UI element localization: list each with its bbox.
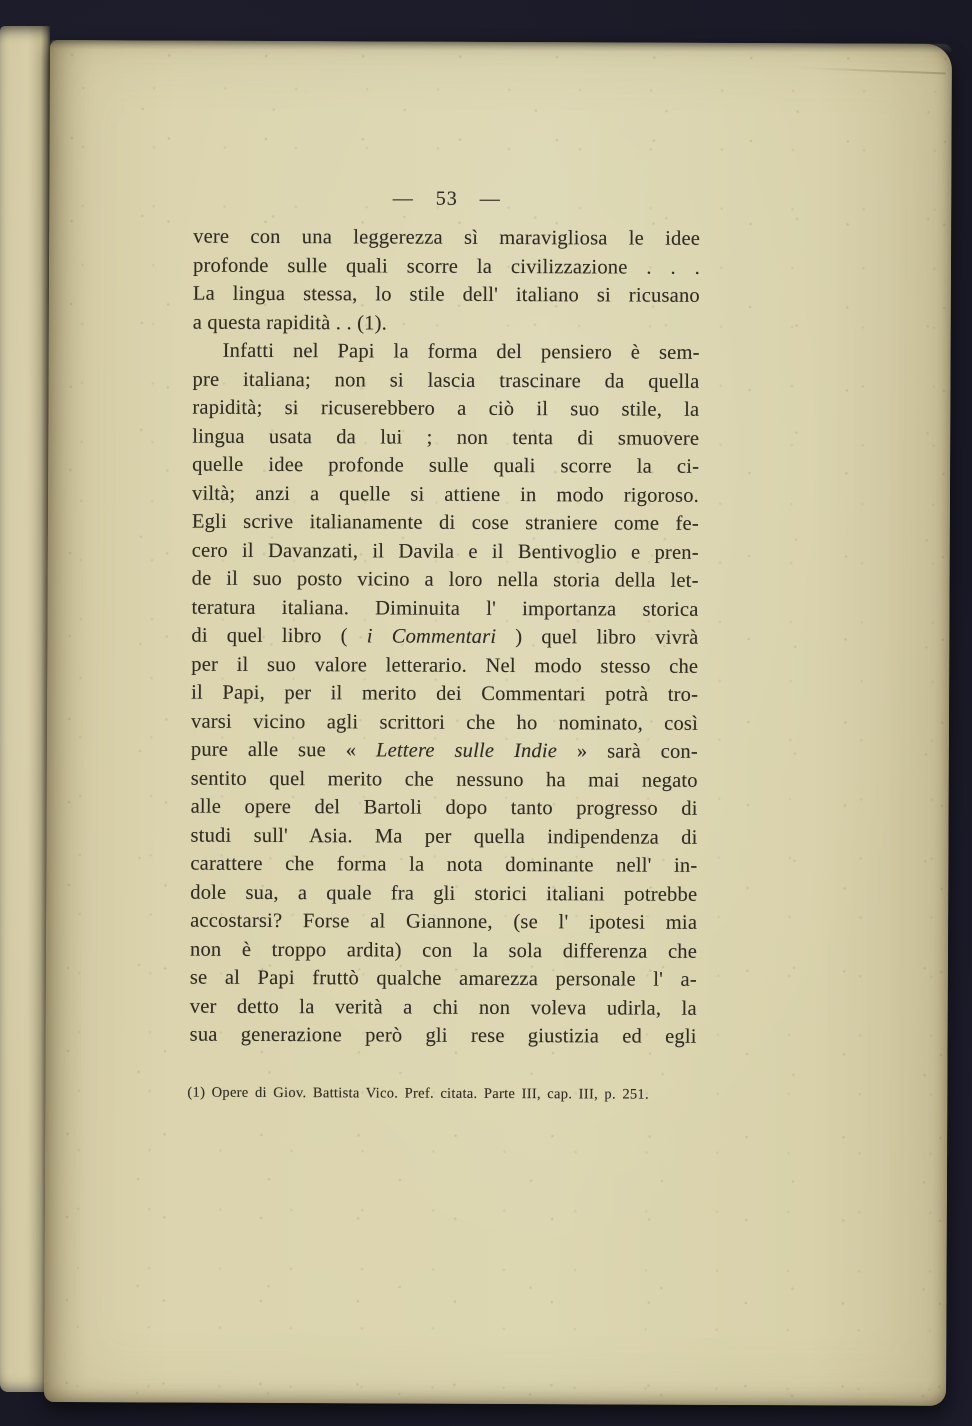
text-line [191,679,698,710]
text-line [190,992,697,1023]
body-text [190,223,701,1052]
text-line [190,1021,697,1052]
text-line [192,565,699,596]
text-segment: ) quel libro vivrà [496,625,699,649]
italic-title: i Commentari [366,625,497,648]
text-line [190,878,697,909]
text-segment: di quel libro ( [191,624,367,648]
book-page [44,40,952,1406]
italic-title: Lettere sulle Indie [375,739,558,763]
footnote: (1) Opere di Giov. Battista Vico. Pref. citata. Parte III, cap. III, p. 251. [187,1084,649,1103]
text-segment: a questa rapidità . . (1). [192,311,388,334]
text-line [193,223,700,254]
text-segment: per il suo valore letterario. Nel modo stesso che [191,653,699,678]
text-line [193,280,700,311]
text-segment: de il suo posto vicino a loro nella storia della let- [191,567,699,592]
text-segment: teratura italiana. Diminuita l' importanza storica [191,596,699,621]
text-segment: pre italiana; non si lascia trascinare da quella [192,368,700,393]
text-line [191,736,698,767]
text-segment: non è troppo ardita) con la sola differenza che [189,938,698,963]
text-line [191,764,698,795]
text-segment: » sarà con- [557,740,698,763]
text-segment: carattere che forma la nota dominante nell' in- [190,852,698,877]
text-segment: cero il Davanzati, il Davila e il Bentivoglio e pren- [191,539,699,564]
text-line [193,308,700,339]
text-segment: dole sua, a quale fra gli storici italiani potrebbe [190,881,698,906]
text-line [191,650,698,681]
text-line [191,622,698,653]
text-line [191,593,698,624]
text-segment: se al Papi fruttò qualche amarezza personale l' a- [189,966,697,991]
text-segment: varsi vicino agli scrittori che ho nominato, così [190,710,699,735]
text-line [192,422,699,453]
text-segment: viltà; anzi a quelle si attiene in modo rigoroso. [191,482,700,507]
text-segment: La lingua stessa, lo stile dell' italiano si ricusano [192,282,700,307]
text-segment: quelle idee profonde sulle quali scorre la ci- [192,453,700,478]
text-line [193,251,700,282]
text-line [192,536,699,567]
text-segment: profonde sulle quali scorre la civilizzazione . . . [192,254,701,279]
text-line [190,935,697,966]
text-segment: Egli scrive italianamente di cose straniere come fe- [191,510,699,535]
text-segment: accostarsi? Forse al Giannone, (se l' ipotesi mia [190,909,698,934]
text-line [190,850,697,881]
text-line [191,793,698,824]
text-segment: rapidità; si ricuserebbero a ciò il suo stile, la [192,396,700,421]
text-segment: sentito quel merito che nessuno ha mai negato [190,767,698,792]
text-line [190,907,697,938]
text-segment: vere con una leggerezza sì maravigliosa le idee [193,225,701,250]
text-segment: il Papi, per il merito dei Commentari potrà tro- [191,681,699,706]
text-line [190,821,697,852]
text-segment: Infatti nel Papi la forma del pensiero è sem- [222,339,700,364]
text-line [192,394,699,425]
text-line [192,365,699,396]
text-segment: studi sull' Asia. Ma per quella indipendenza di [190,824,698,849]
text-segment: pure alle sue « [190,738,377,762]
text-line [191,707,698,738]
text-segment: alle opere del Bartoli dopo tanto progresso di [190,795,698,820]
text-line [193,337,700,368]
text-line [192,479,699,510]
page-number: — 53 — [392,187,501,210]
text-segment: sua generazione però gli rese giustizia ed egli [189,1023,697,1048]
text-line [192,508,699,539]
previous-page-edge [0,26,50,1392]
text-segment: lingua usata da lui ; non tenta di smuovere [192,425,700,450]
text-line [190,964,697,995]
text-line [192,451,699,482]
text-segment: ver detto la verità a chi non voleva udirla, la [189,995,697,1020]
